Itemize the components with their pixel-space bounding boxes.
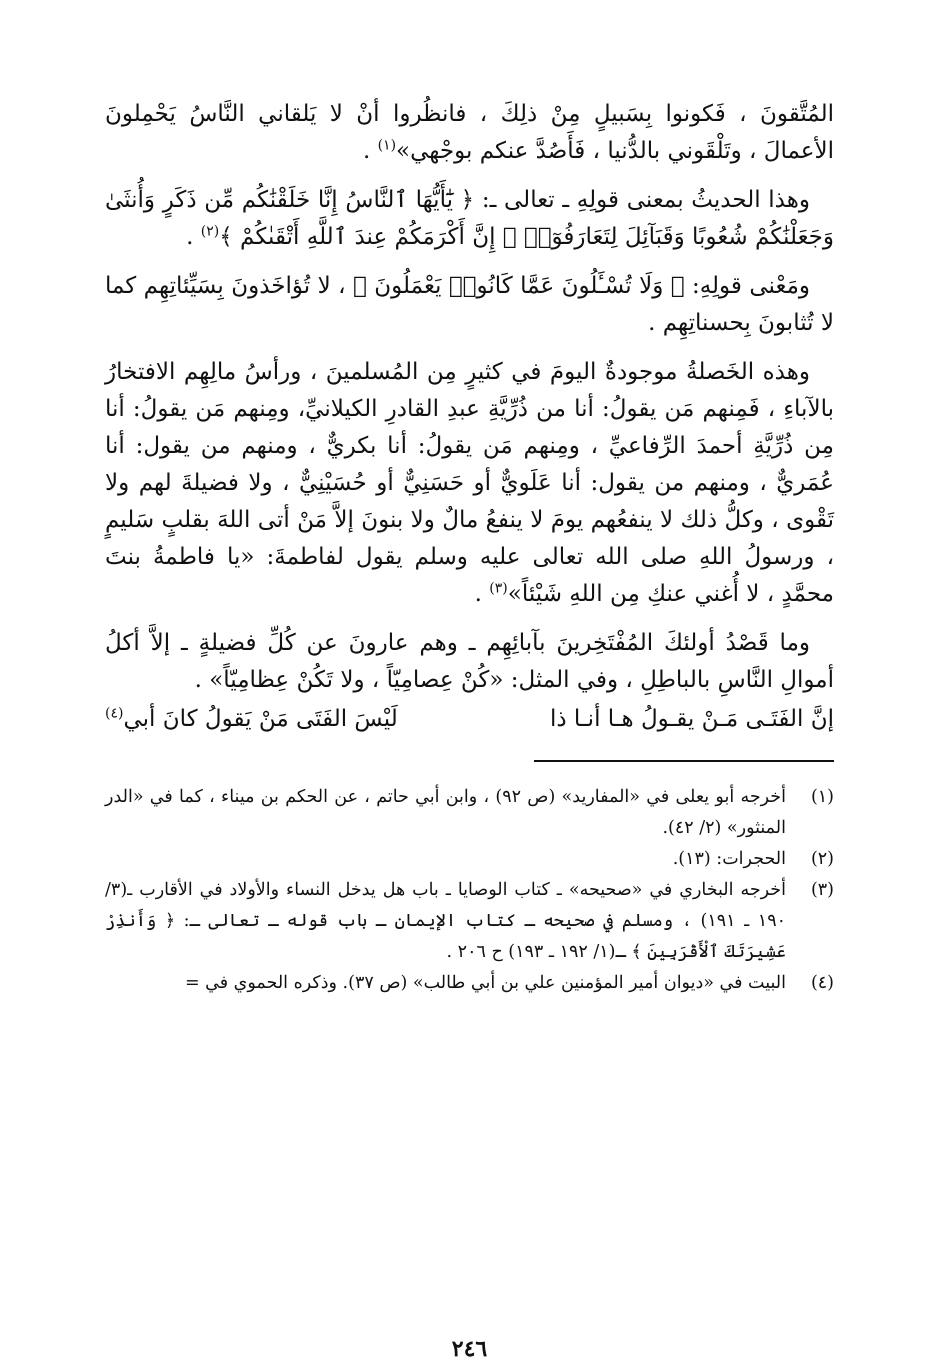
footnote-item bbox=[105, 968, 834, 999]
page-number: ٢٤٦ bbox=[451, 1336, 488, 1362]
footnote-text: الحجرات: (١٣). bbox=[672, 849, 786, 869]
body-paragraph bbox=[105, 625, 834, 699]
footnote-item bbox=[105, 844, 834, 875]
paragraph-tail: . bbox=[474, 581, 490, 607]
footnote-text: البيت في «ديوان أمير المؤمنين علي بن أبي طالب» (ص ٣٧). وذكره الحموي في = bbox=[184, 973, 786, 993]
footnote-text: أخرجه أبو يعلى في «المفاريد» (ص ٩٢) ، وابن أبي حاتم ، عن الحكم بن ميناء ، كما في «الدر المنثور» (٢/ ٤٢). bbox=[105, 787, 786, 838]
footnotes bbox=[105, 782, 834, 999]
paragraph-text: ومَعْنى قولِهِ: ﴿ وَلَا تُسْـَٔلُونَ عَمَّا كَانُوا۟ يَعْمَلُونَ ﴾ ، لا تُؤاخَذونَ بِسَيِّئاتِهِم كما لا تُثابونَ بِحسناتِهِم . bbox=[105, 273, 834, 336]
book-page bbox=[105, 96, 834, 1330]
verse-second-hemistich bbox=[105, 701, 398, 738]
body-paragraph bbox=[105, 268, 834, 342]
paragraph-tail: . bbox=[186, 224, 201, 250]
paragraph-text: وهذا الحديثُ بمعنى قولِهِ ـ تعالى ـ: ﴿ يَٰٓأَيُّهَا ٱلنَّاسُ إِنَّا خَلَقْنَٰكُم مِّن ذَكَرٍ وَأُنثَىٰ وَجَعَلْنَٰكُمْ شُعُوبًا وَقَبَآئِلَ لِتَعَارَفُوٓا۟ ۚ إِنَّ أَكْرَمَكُمْ عِندَ ٱللَّهِ أَتْقَىٰكُمْ ﴾ bbox=[105, 187, 834, 250]
footnote-reference: (٤) bbox=[105, 705, 124, 722]
body-paragraph bbox=[105, 96, 834, 170]
body-paragraph bbox=[105, 354, 834, 613]
footnote-number: (٢) bbox=[810, 849, 834, 869]
footnote-reference: (١) bbox=[377, 137, 397, 154]
paragraph-text: وما قَصْدُ أولئكَ المُفْتَخِرينَ بآبائِهِم ـ وهم عارونَ عن كُلِّ فضيلةٍ ـ إلاَّ أكلُ أموالِ النَّاسِ بالباطِلِ ، وفي المثل: «كُنْ عِصامِيّاً ، ولا تَكُنْ عِظامِيّاً» . bbox=[105, 630, 834, 693]
footnote-number: (٣) bbox=[810, 880, 834, 900]
paragraph-text: وهذه الخَصلةُ موجودةٌ اليومَ في كثيرٍ مِن المُسلمينَ ، ورأسُ مالِهِم الافتخارُ بالآباءِ ، فَمِنهم مَن يقولُ: أنا من ذُرِّيَّةِ عبدِ القادرِ الكيلانيِّ، ومِنهم مَن يقولُ: أنا مِن ذُرِّيَّةِ أحمدَ الرِّفاعيِّ ، ومِنهم مَن يقولُ: أنا بكريٌّ ، ومنهم من يقول: أنا عُمَريٌّ ، ومنهم من يقول: أنا عَلَويٌّ أو حَسَنِيٌّ أو حُسَيْنِيٌّ ، ولا فضيلةَ لهم ولا تَقْوى ، وكلُّ ذلك لا ينفعُهم يومَ لا ينفعُ مالٌ ولا بنونَ إلاَّ مَنْ أتى اللهَ بقلبٍ سَليمٍ ، ورسولُ اللهِ صلى الله تعالى عليه وسلم يقول لفاطمةَ: «يا فاطمةُ بنتَ محمَّدٍ ، لا أُغني عنكِ مِن اللهِ شَيْئاً» bbox=[105, 359, 834, 607]
footnote-number: (١) bbox=[810, 787, 834, 807]
body-paragraph bbox=[105, 182, 834, 256]
footnote-item bbox=[105, 875, 834, 968]
paragraph-tail: . bbox=[362, 138, 378, 164]
footnote-number: (٤) bbox=[810, 973, 834, 993]
footnote-reference: (٢) bbox=[200, 223, 220, 240]
paragraph-text: المُتَّقونَ ، فَكونوا بِسَبيلٍ مِنْ ذلِكَ ، فانظُروا أنْ لا يَلقاني النَّاسُ يَحْمِلونَ الأعمالَ ، وتَلْقَوني بالدُّنيا ، فَأَصُدَّ عنكم بوجْهي» bbox=[105, 101, 834, 164]
verse-second-text: لَيْسَ الفَتَى مَنْ يَقولُ كانَ أبي bbox=[123, 706, 398, 732]
poetry-verse bbox=[105, 701, 834, 738]
footnote-item bbox=[105, 782, 834, 844]
footnote-reference: (٣) bbox=[489, 580, 508, 597]
footnote-text: أخرجه البخاري في «صحيحه» ـ كتاب الوصايا ـ باب هل يدخل النساء والأولاد في الأقارب ـ(٣/ ١٩٠ ـ ١٩١) ، ومسلم في صحيحه ـ كتاب الإيمان ـ باب قوله ـ تعالى ـ: ﴿ وَأَنذِرْ عَشِيرَتَكَ ٱلْأَقْرَبِينَ ﴾ ـ(١/ ١٩٢ ـ ١٩٣) ح ٢٠٦ . bbox=[105, 880, 786, 962]
footnote-separator bbox=[534, 760, 834, 762]
verse-first-hemistich: إنَّ الفَتَـى مَـنْ يقـولُ هـا أنـا ذا bbox=[549, 706, 834, 732]
